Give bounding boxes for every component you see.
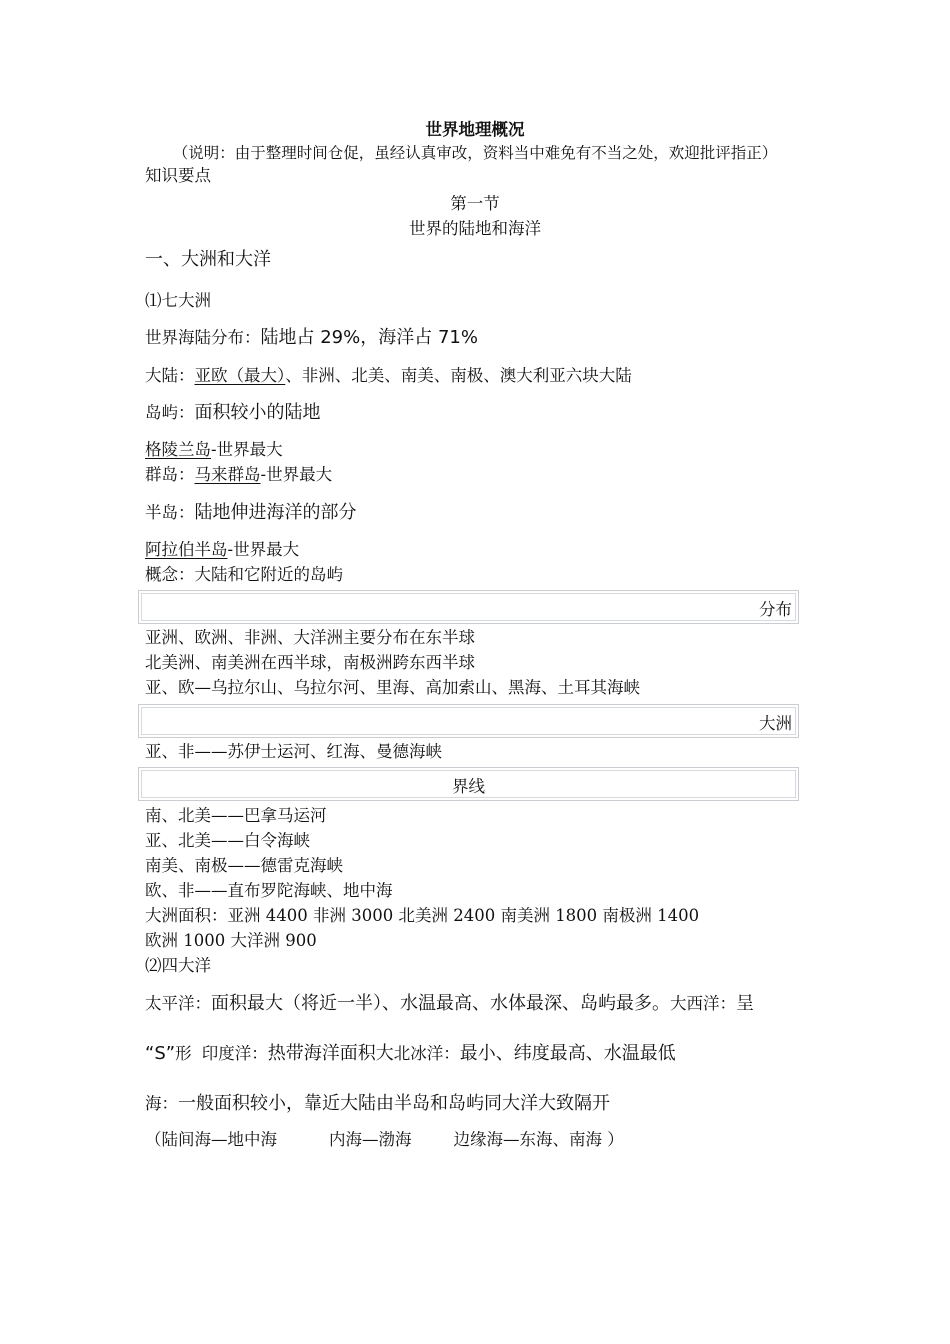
arctic-text: 最小、纬度最高、水温最低 [459,1043,676,1064]
sea-type-marginal: 边缘海—东海、南海 ） [453,1130,624,1149]
land-sea-distribution [145,327,478,349]
arctic-label: 北冰洋： [393,1044,460,1063]
greenland-rest: -世界最大 [211,440,283,459]
sa-antarctica-boundary: 南美、南极——德雷克海峡 [145,856,343,875]
east-hemisphere-line: 亚洲、欧洲、非洲、大洋洲主要分布在东半球 [145,628,475,647]
continent-box-label: 大洲 [759,714,792,733]
qundao-rest: -世界最大 [260,465,333,484]
continent-box [138,704,799,738]
page-title: 世界地理概况 [425,120,525,139]
dist-label: 世界海陆分布： [145,328,261,347]
continent-area-line-2: 欧洲 1000 大洋洲 900 [145,931,317,950]
ocean-line-2 [145,1043,676,1065]
dalu-label: 大陆： [145,366,195,385]
distribution-box-label: 分布 [759,600,792,619]
pacific-text: 面积最大（将近一半）、水温最高、水体最深、岛屿最多。 [211,993,670,1014]
concept-line: 概念：大陆和它附近的岛屿 [145,565,343,584]
s-shape: “S” [145,1043,176,1064]
boundary-box [138,767,799,801]
heading-continents-oceans: 一、大洲和大洋 [145,249,271,270]
sea-type-intercontinental: （陆间海—地中海 [145,1130,277,1149]
bandao-text: 陆地伸进海洋的部分 [194,502,357,523]
sea-label: 海： [145,1094,178,1113]
west-hemisphere-line: 北美洲、南美洲在西半球，南极洲跨东西半球 [145,653,475,672]
atlantic-text: 呈 [736,993,754,1014]
asia-europe-boundary: 亚、欧—乌拉尔山、乌拉尔河、里海、高加索山、黑海、土耳其海峡 [145,678,640,697]
atlantic-label: 大西洋： [670,994,736,1013]
island-line [145,402,321,424]
sea-types [145,1129,624,1151]
sea-text: 一般面积较小，靠近大陆由半岛和岛屿同大洋大致隔开 [178,1093,610,1114]
arabian-peninsula: 阿拉伯半岛 [145,540,228,559]
europe-africa-boundary: 欧、非——直布罗陀海峡、地中海 [145,881,393,900]
subheading-seven-continents: ⑴七大洲 [145,291,211,310]
note: （说明：由于整理时间仓促，虽经认真审改，资料当中难免有不当之处，欢迎批评指正） [172,144,778,162]
section-title: 世界的陆地和海洋 [409,219,541,238]
dalu-rest: 、非洲、北美、南美、南极、澳大利亚六块大陆 [285,366,632,385]
asia-africa-boundary: 亚、非——苏伊士运河、红海、曼德海峡 [145,742,442,761]
sea-definition [145,1093,610,1115]
bandao-label: 半岛： [145,503,195,522]
qundao-label: 群岛： [145,465,195,484]
daoyu-label: 岛屿： [145,403,195,422]
indian-text: 热带海洋面积大 [267,1043,394,1064]
pacific-line [145,993,754,1015]
boundary-box-label: 界线 [452,777,485,796]
greenland: 格陵兰岛 [145,440,211,459]
na-sa-boundary: 南、北美——巴拿马运河 [145,806,327,825]
s-shape-suffix: 形 [175,1044,192,1063]
sea-type-inland: 内海—渤海 [329,1130,412,1149]
asia-na-boundary: 亚、北美——白令海峡 [145,831,310,850]
malay-archipelago: 马来群岛 [194,465,261,484]
arabia-rest: -世界最大 [227,540,300,559]
distribution-box [138,590,799,624]
indian-label: 印度洋： [201,1044,268,1063]
dist-text: 陆地占 29%，海洋占 71% [260,327,478,348]
greenland-line [145,439,283,461]
continent-line [145,365,632,387]
continent-area-line-1: 大洲面积：亚洲 4400 非洲 3000 北美洲 2400 南美洲 1800 南极洲 1400 [145,906,700,925]
section-number: 第一节 [450,194,500,213]
pacific-label: 太平洋： [145,994,211,1013]
daoyu-text: 面积较小的陆地 [194,402,321,423]
arabia-line [145,539,299,561]
dalu-largest: 亚欧（最大） [194,366,286,385]
subheading-four-oceans: ⑵四大洋 [145,956,211,975]
key-points-label: 知识要点 [145,166,211,185]
peninsula-line [145,502,357,524]
archipelago-line [145,464,332,486]
